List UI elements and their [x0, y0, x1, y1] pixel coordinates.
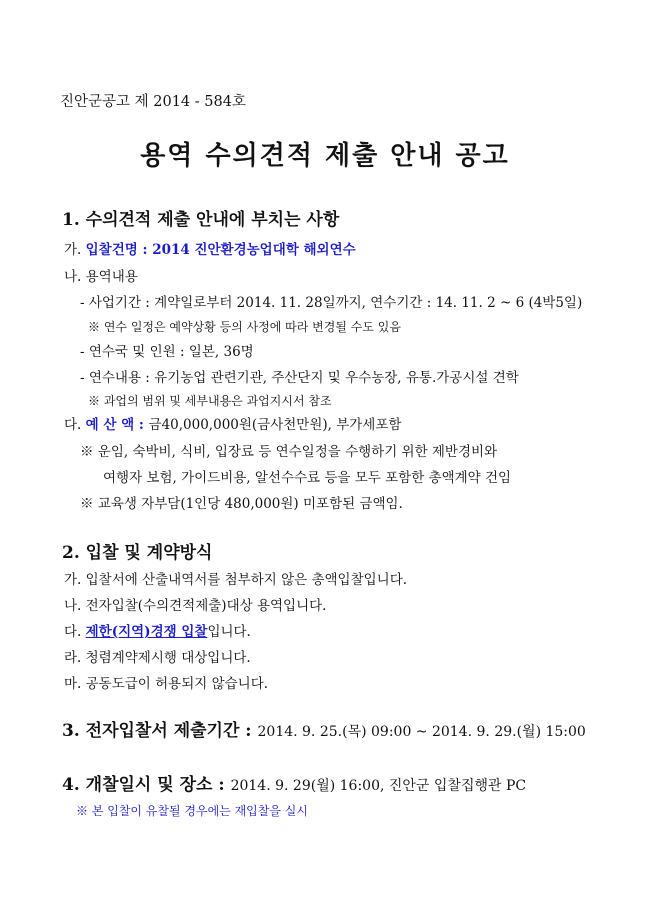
- self-pay-note: ※ 교육생 자부담(1인당 480,000원) 미포함된 금액임.: [80, 496, 403, 512]
- section1-heading: 1. 수의견적 제출 안내에 부치는 사항: [62, 210, 340, 230]
- cost-note-line2: 여행자 보험, 가이드비용, 알선수수료 등을 모두 포함한 총액계약 건임: [103, 470, 512, 486]
- section1-item-na: 나. 용역내용: [64, 269, 138, 285]
- period-note: ※ 연수 일정은 예약상황 등의 사정에 따라 변경될 수도 있음: [88, 320, 401, 334]
- training-country: - 연수국 및 인원 : 일본, 36명: [80, 344, 254, 360]
- section4: [62, 770, 526, 795]
- page-title: 용역 수의견적 제출 안내 공고: [140, 141, 510, 171]
- cost-note-line1: ※ 운임, 숙박비, 식비, 입장료 등 연수일정을 수행하기 위한 제반경비와: [80, 444, 498, 460]
- notice-number: 진안군공고 제 2014 - 584호: [60, 94, 246, 110]
- opening-datetime-place: 2014. 9. 29(월) 16:00, 진안군 입찰집행관 PC: [230, 778, 527, 794]
- section2-item-ra: 라. 청렴계약제시행 대상입니다.: [64, 650, 251, 666]
- section2-item-da: [64, 620, 251, 640]
- training-content: - 연수내용 : 유기농업 관련기관, 주산단지 및 우수농장, 유통.가공시설 견학: [80, 370, 519, 386]
- item-prefix: 다.: [64, 417, 86, 433]
- content-note: ※ 과업의 범위 및 세부내용은 과업지시서 참조: [88, 394, 332, 408]
- item-prefix: 가.: [64, 242, 86, 258]
- section2-item-ga: 가. 입찰서에 산출내역서를 첨부하지 않은 총액입찰입니다.: [64, 572, 408, 588]
- section2-item-na: 나. 전자입찰(수의견적제출)대상 용역입니다.: [64, 598, 327, 614]
- section1-item-ga: [64, 238, 356, 258]
- section2-item-ma: 마. 공동도급이 허용되지 않습니다.: [64, 676, 269, 692]
- bid-name-label: 입찰건명 :: [85, 242, 153, 258]
- section3-heading: 3. 전자입찰서 제출기간 :: [62, 721, 258, 741]
- item-suffix: 입니다.: [207, 624, 251, 640]
- budget-value: 금40,000,000원(금사천만원), 부가세포함: [148, 417, 402, 433]
- section4-heading: 4. 개찰일시 및 장소 :: [62, 775, 231, 795]
- section2-heading: 2. 입찰 및 계약방식: [62, 543, 213, 563]
- limited-bid-text: 제한(지역)경쟁 입찰: [85, 624, 208, 640]
- business-period: - 사업기간 : 계약일로부터 2014. 11. 28일까지, 연수기간 : 14. 11. 2 ~ 6 (4박5일): [80, 295, 583, 311]
- rebid-note: ※ 본 입찰이 유찰될 경우에는 재입찰을 실시: [76, 804, 308, 818]
- item-prefix: 다.: [64, 624, 86, 640]
- bid-name-value: 2014 진안환경농업대학 해외연수: [152, 242, 356, 258]
- section3: [62, 716, 586, 741]
- budget-label: 예 산 액 :: [85, 417, 149, 433]
- submission-period: 2014. 9. 25.(목) 09:00 ~ 2014. 9. 29.(월) 15:00: [257, 724, 586, 740]
- section1-item-da: [64, 413, 401, 433]
